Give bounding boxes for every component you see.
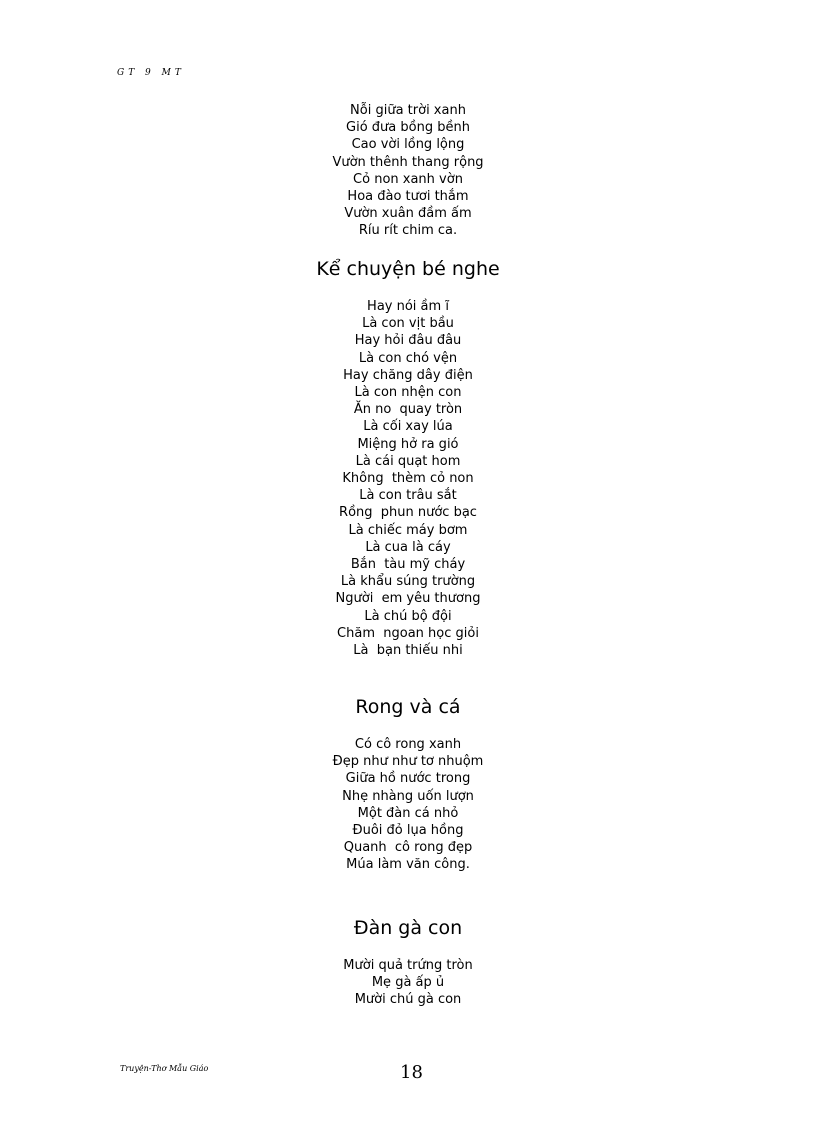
poem-line: Không thèm cỏ non [342,471,474,487]
poem-line: Hay hỏi đâu đâu [354,333,462,349]
poem-line: Vườn xuân đầm ấm [344,206,472,222]
poem-line: Đuôi đỏ lụa hồng [352,823,464,839]
poem-line: Miệng hở ra gió [357,436,459,452]
page-header: GT 9 MT [117,68,185,78]
poem-line: Múa làm văn công. [346,857,470,873]
poem-line: Giữa hồ nước trong [345,771,471,787]
poem-line: Bắn tàu mỹ cháy [350,557,466,573]
poem-title-dan-ga-con: Đàn gà con [353,917,463,939]
poem-line: Là con vịt bầu [362,316,454,332]
poem-line: Mười quả trứng tròn [343,958,473,973]
footer-book-title: Truyện-Thơ Mẫu Giáo [120,1064,209,1073]
poem-body-rong-va-ca [0,736,816,874]
poem-title-ke-chuyen: Kể chuyện bé nghe [316,258,500,280]
poem-line: Mười chú gà con [354,992,462,1008]
poem-line: Đẹp như như tơ nhuộm [332,754,484,770]
poem-line: Vườn thênh thang rộng [332,154,484,170]
poem-line: Là cái quạt hom [355,453,461,469]
poem-line: Một đàn cá nhỏ [357,805,459,821]
poem-line: Là con chó vện [358,350,458,366]
poem-line: Người em yêu thương [335,591,481,607]
page-number: 18 [400,1062,423,1083]
poem-line: Rồng phun nước bạc [339,505,477,521]
poem-line: Hay chăng dây điện [343,367,473,383]
poem-line: Ríu rít chim ca. [358,223,458,239]
poem-line: Là khẩu súng trường [340,574,476,590]
poem-line: Là cối xay lúa [363,419,453,435]
poem-line: Ăn no quay tròn [353,402,463,418]
poem-line: Nỗi giữa trời xanh [350,103,466,118]
poem-line: Có cô rong xanh [354,737,462,752]
poem-title-rong-va-ca: Rong và cá [355,696,461,718]
poem-line: Là chiếc máy bơm [348,522,468,538]
poem-line: Hay nói ầm ĩ [367,299,449,314]
poem-body-ke-chuyen [0,298,816,659]
poem-line: Là con nhện con [354,385,462,401]
poem-line: Cỏ non xanh vờn [353,171,463,187]
poem-line: Gió đưa bồng bềnh [346,120,470,136]
poem-line: Là bạn thiếu nhi [353,643,463,659]
poem-line: Là cua là cáy [365,539,451,555]
poem-line: Quanh cô rong đẹp [343,840,473,856]
poem-line: Là con trâu sắt [359,488,457,504]
poem-line: Mẹ gà ấp ủ [371,975,445,991]
poem-line: Là chú bộ đội [364,608,452,624]
poem-body-dan-ga-con [0,957,816,1009]
stanza-1 [0,102,816,240]
poem-line: Nhẹ nhàng uốn lượn [342,788,474,804]
poem-line: Chăm ngoan học giỏi [337,625,479,641]
poem-line: Hoa đào tươi thắm [347,189,469,205]
poem-line: Cao vời lồng lộng [351,137,465,153]
